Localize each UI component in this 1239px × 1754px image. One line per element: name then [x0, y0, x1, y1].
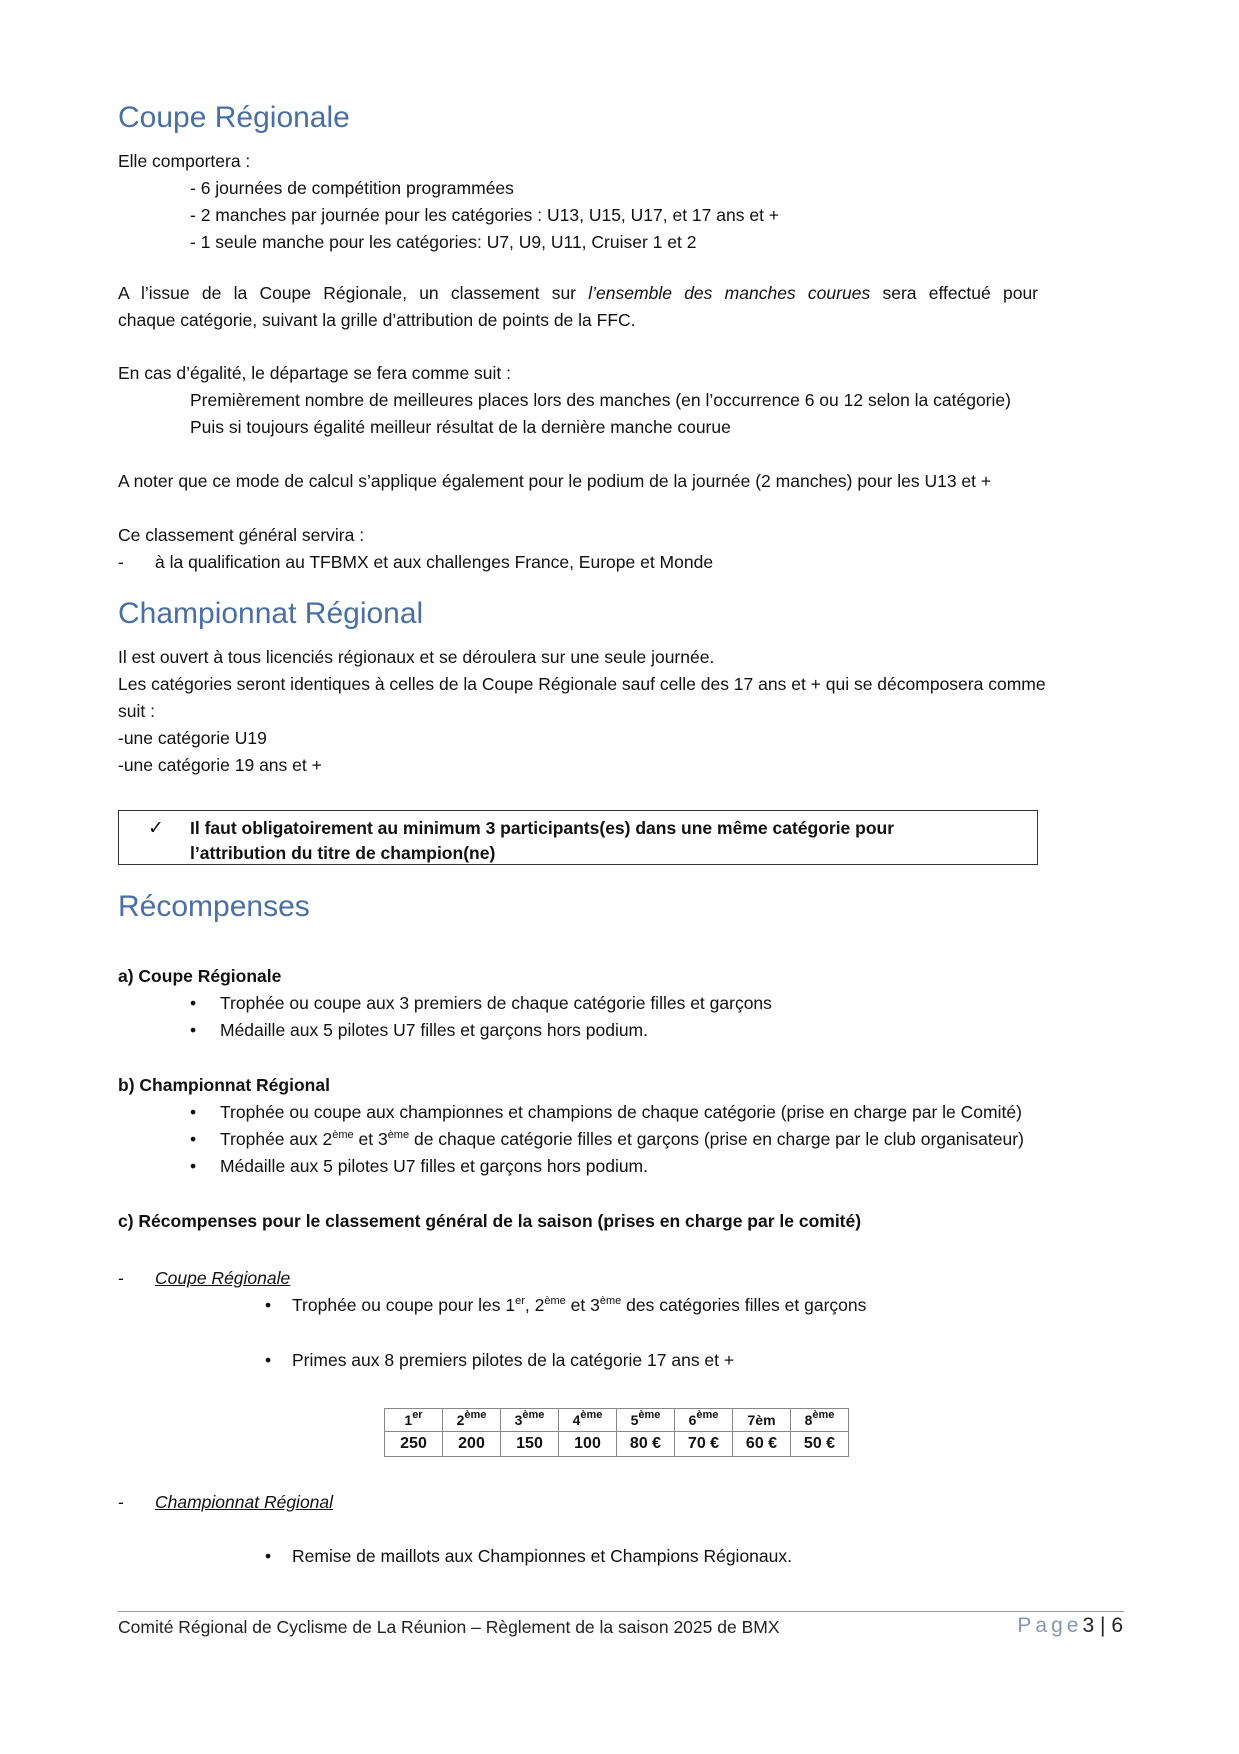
footer-text: Comité Régional de Cyclisme de La Réunion – Règlement de la saison 2025 de BMX: [118, 1617, 780, 1637]
championnat-line: Les catégories seront identiques à celles de la Coupe Régionale sauf celle des 17 ans et + qui se décomposera comme: [118, 674, 1046, 694]
championnat-line: -une catégorie 19 ans et +: [118, 755, 322, 775]
checkmark-icon: ✓: [148, 818, 164, 839]
rank-cell: 3ème: [501, 1409, 559, 1432]
championnat-line: Il est ouvert à tous licenciés régionaux et se déroulera sur une seule journée.: [118, 647, 715, 667]
bullet-dot-icon: •: [265, 1546, 272, 1566]
coupe-issue-emphasis: l’ensemble des manches courues: [588, 283, 871, 303]
value-cell: 100: [559, 1432, 617, 1457]
coupe-classement: Ce classement général servira :: [118, 525, 365, 545]
section-heading-coupe: Coupe Régionale: [118, 101, 350, 134]
primes-value-row: [385, 1432, 849, 1457]
coupe-issue-text: A l’issue de la Coupe Régionale, un classement sur: [118, 283, 577, 303]
section-heading-recompenses: Récompenses: [118, 890, 310, 923]
coupe-issue-paragraph: [118, 280, 1038, 307]
value-cell: 70 €: [675, 1432, 733, 1457]
coupe-item: - 2 manches par journée pour les catégories : U13, U15, U17, et 17 ans et +: [190, 205, 780, 225]
note-line: l’attribution du titre de champion(ne): [190, 843, 496, 863]
subsection-title-c: c) Récompenses pour le classement général de la saison (prises en charge par le comité): [118, 1211, 862, 1231]
coupe-egalite-item: Premièrement nombre de meilleures places lors des manches (en l’occurrence 6 ou 12 selon la catégorie): [190, 390, 1011, 410]
coupe-egalite: En cas d’égalité, le départage se fera comme suit :: [118, 363, 511, 383]
rank-cell: 1er: [385, 1409, 443, 1432]
coupe-egalite-item: Puis si toujours égalité meilleur résultat de la dernière manche courue: [190, 417, 731, 437]
coupe-classement-item: à la qualification au TFBMX et aux challenges France, Europe et Monde: [155, 552, 714, 572]
bullet-dot-icon: •: [190, 1156, 197, 1176]
page-separator: |: [1100, 1614, 1106, 1637]
bullet-dot-icon: •: [265, 1295, 272, 1315]
value-cell: 250: [385, 1432, 443, 1457]
rank-cell: 4ème: [559, 1409, 617, 1432]
value-cell: 200: [443, 1432, 501, 1457]
page-current: 3: [1082, 1614, 1095, 1637]
coupe-noter: A noter que ce mode de calcul s’applique également pour le podium de la journée (2 manches) pour les U13 et +: [118, 471, 992, 491]
reward-item: Trophée aux 2ème et 3ème de chaque catégorie filles et garçons (prise en charge par le club organisateur): [220, 1129, 1024, 1149]
value-cell: 50 €: [791, 1432, 849, 1457]
coupe-item: - 1 seule manche pour les catégories: U7, U9, U11, Cruiser 1 et 2: [190, 232, 697, 252]
reward-item: Trophée ou coupe aux 3 premiers de chaque catégorie filles et garçons: [220, 993, 772, 1013]
reward-item: Trophée ou coupe aux championnes et champions de chaque catégorie (prise en charge par le Comité): [220, 1102, 1022, 1122]
bullet-dot-icon: •: [190, 1102, 197, 1122]
bullet-dot-icon: •: [265, 1350, 272, 1370]
value-cell: 60 €: [733, 1432, 791, 1457]
subheading-coupe: Coupe Régionale: [155, 1268, 291, 1288]
championnat-line: suit :: [118, 701, 155, 721]
note-line: Il faut obligatoirement au minimum 3 participants(es) dans une même catégorie pour: [190, 818, 895, 838]
subsection-title-a: a) Coupe Régionale: [118, 966, 282, 986]
dash-bullet: -: [118, 1268, 124, 1288]
dash-bullet: -: [118, 1492, 124, 1512]
coupe-intro: Elle comportera :: [118, 151, 251, 171]
page-label: Page: [1017, 1614, 1083, 1637]
reward-item: Médaille aux 5 pilotes U7 filles et garçons hors podium.: [220, 1156, 648, 1176]
coupe-issue-text: sera effectué pour: [882, 283, 1039, 303]
rank-cell: 7èm: [733, 1409, 791, 1432]
value-cell: 150: [501, 1432, 559, 1457]
bullet-dot-icon: •: [190, 1129, 197, 1149]
coupe-issue-line2: chaque catégorie, suivant la grille d’attribution de points de la FFC.: [118, 310, 636, 330]
page-number: [1017, 1612, 1123, 1639]
rank-cell: 6ème: [675, 1409, 733, 1432]
bullet-dot-icon: •: [190, 993, 197, 1013]
subheading-championnat: Championnat Régional: [155, 1492, 334, 1512]
coupe-item: - 6 journées de compétition programmées: [190, 178, 514, 198]
subsection-title-b: b) Championnat Régional: [118, 1075, 330, 1095]
reward-item: Trophée ou coupe pour les 1er, 2ème et 3ème des catégories filles et garçons: [292, 1295, 867, 1315]
rank-cell: 5ème: [617, 1409, 675, 1432]
reward-item: Médaille aux 5 pilotes U7 filles et garçons hors podium.: [220, 1020, 648, 1040]
primes-rank-row: [385, 1409, 849, 1432]
championnat-line: -une catégorie U19: [118, 728, 267, 748]
rank-cell: 2ème: [443, 1409, 501, 1432]
section-heading-championnat: Championnat Régional: [118, 597, 424, 630]
rank-cell: 8ème: [791, 1409, 849, 1432]
primes-table: [384, 1408, 849, 1457]
reward-item: Primes aux 8 premiers pilotes de la catégorie 17 ans et +: [292, 1350, 735, 1370]
value-cell: 80 €: [617, 1432, 675, 1457]
reward-item: Remise de maillots aux Championnes et Champions Régionaux.: [292, 1546, 792, 1566]
bullet-dot-icon: •: [190, 1020, 197, 1040]
page-total: 6: [1111, 1614, 1123, 1637]
footer-divider: [118, 1611, 1124, 1612]
dash-bullet: -: [118, 552, 124, 572]
